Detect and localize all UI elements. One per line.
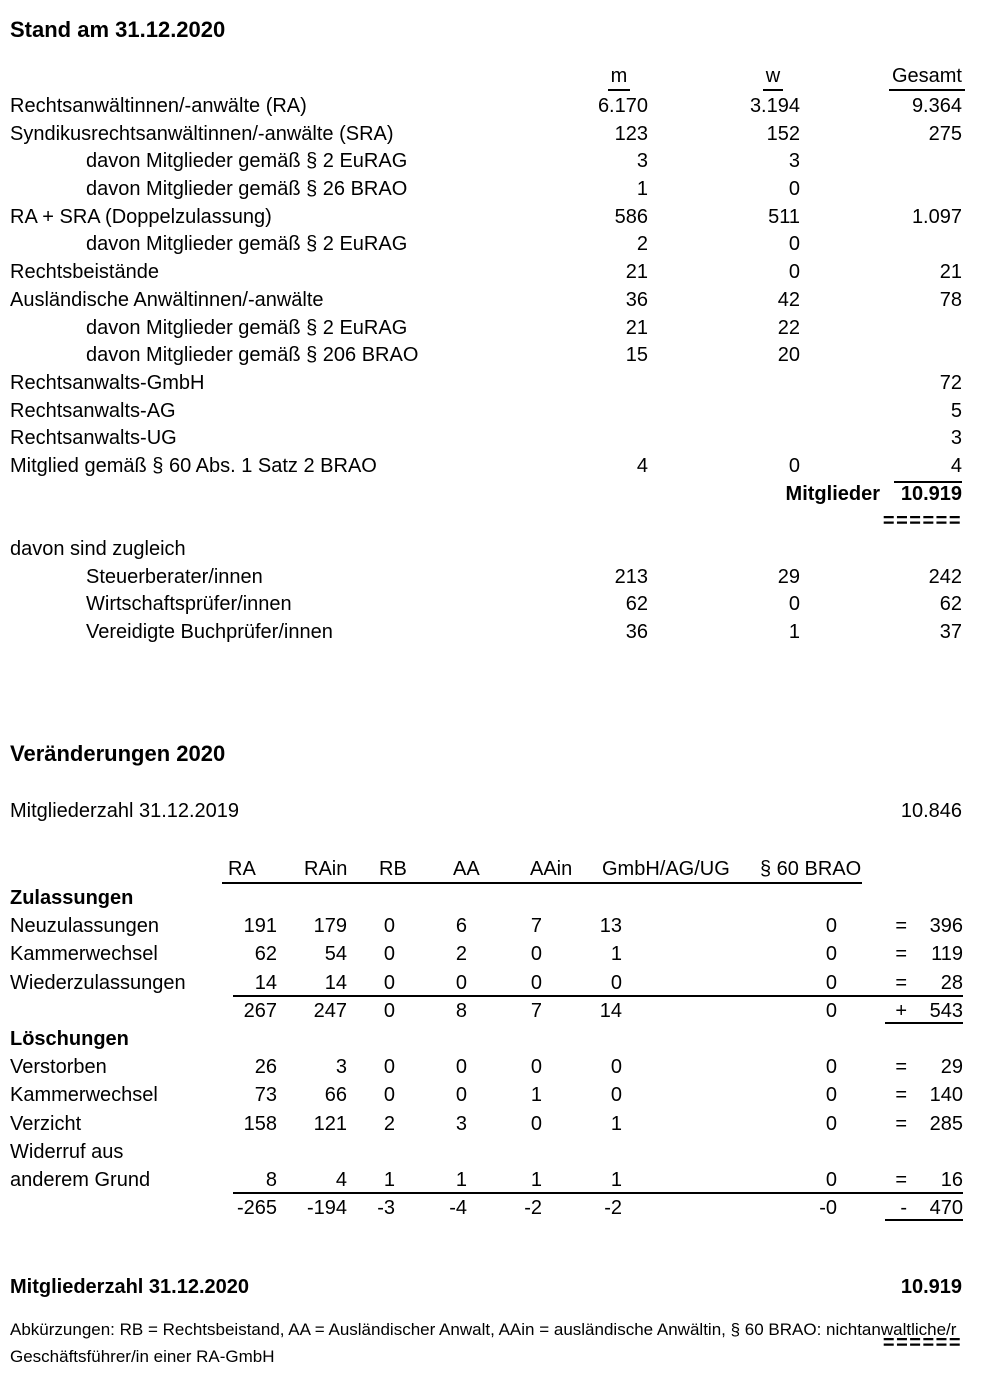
cell-w: 22	[777, 316, 800, 339]
table-row	[0, 287, 1003, 315]
table-row	[0, 204, 1003, 232]
cell-m: 2	[636, 233, 648, 256]
cell-value: 13	[599, 915, 622, 938]
cell-value: 158	[243, 1112, 277, 1135]
cell-m: 21	[625, 261, 648, 284]
table-row	[0, 121, 1003, 149]
table-row	[0, 1166, 1003, 1194]
cell-total: 470	[929, 1197, 963, 1220]
members-total-value: 10.919	[900, 482, 962, 505]
cell-value: 8	[455, 999, 467, 1022]
footnote-line-2: Geschäftsführer/in einer RA-GmbH	[10, 1347, 275, 1366]
members-end-value: 10.919	[900, 1276, 962, 1298]
cell-value: -2	[604, 1197, 622, 1220]
table-row	[0, 1138, 1003, 1166]
row-label: Wirtschaftsprüfer/innen	[86, 593, 292, 616]
cell-value: 0	[383, 1084, 395, 1107]
cell-value: -3	[377, 1197, 395, 1220]
cell-gesamt: 4	[894, 453, 962, 483]
group-label: Zulassungen	[10, 887, 134, 909]
cell-gesamt: 9.364	[911, 95, 962, 117]
table-row	[0, 370, 1003, 398]
cell-m: 15	[625, 344, 648, 367]
cell-gesamt: 5	[950, 399, 962, 422]
cell-total: 396	[929, 915, 963, 938]
table2-header-row	[0, 856, 1003, 884]
row-label: davon Mitglieder gemäß § 206 BRAO	[86, 344, 419, 367]
cell-gesamt: 1.097	[911, 205, 962, 228]
cell-value: 14	[254, 971, 277, 994]
table-row	[0, 1194, 1003, 1222]
column-header-w	[748, 63, 798, 91]
cell-value: -194	[306, 1197, 347, 1220]
cell-m: 1	[636, 178, 648, 201]
cell-value: 73	[254, 1084, 277, 1107]
table-row	[0, 1025, 1003, 1053]
cell-total: 140	[929, 1084, 963, 1107]
cell-value: 0	[825, 1084, 837, 1107]
cell-value: 0	[383, 1056, 395, 1079]
cell-operator: =	[895, 1056, 907, 1079]
members-end-label: Mitgliederzahl 31.12.2020	[10, 1276, 250, 1298]
cell-value: 0	[530, 971, 542, 994]
table-row	[0, 1053, 1003, 1081]
cell-value: 3	[455, 1112, 467, 1135]
row-label: Rechtsanwalts-AG	[10, 399, 176, 422]
cell-value: 8	[265, 1168, 277, 1191]
cell-value: 1	[610, 1112, 622, 1135]
cell-w: 20	[777, 344, 800, 367]
row-label: Wiederzulassungen	[10, 971, 186, 994]
members-total-label: Mitglieder	[785, 482, 880, 505]
cell-value: 0	[383, 999, 395, 1022]
row-label: Kammerwechsel	[10, 1084, 158, 1107]
table-row	[0, 453, 1003, 481]
cell-w: 0	[788, 178, 800, 201]
cell-value: 0	[610, 971, 622, 994]
cell-value: 4	[335, 1168, 347, 1191]
double-rule: ======	[882, 510, 962, 533]
footnote	[10, 1316, 956, 1370]
cell-value: 54	[324, 943, 347, 966]
cell-value: 66	[324, 1084, 347, 1107]
table-row	[0, 912, 1003, 940]
table-row	[0, 969, 1003, 997]
cell-value: -0	[819, 1197, 837, 1220]
table-row	[0, 884, 1003, 912]
table-row	[0, 508, 1003, 536]
cell-m: 3	[636, 150, 648, 173]
cell-value: 0	[530, 1056, 542, 1079]
section2-title: Veränderungen 2020	[10, 741, 226, 766]
cell-w: 0	[788, 593, 800, 616]
cell-m: 586	[614, 205, 648, 228]
cell-value: 1	[610, 943, 622, 966]
cell-value: 0	[530, 943, 542, 966]
cell-w: 1	[788, 621, 800, 644]
cell-m: 21	[625, 316, 648, 339]
row-label: Verzicht	[10, 1112, 82, 1135]
cell-w: 0	[788, 261, 800, 284]
cell-value: 0	[825, 943, 837, 966]
cell-value: 0	[825, 971, 837, 994]
cell-gesamt: 62	[939, 593, 962, 616]
cell-value: 0	[455, 971, 467, 994]
row-label: Syndikusrechtsanwältinnen/-anwälte (SRA)	[10, 122, 394, 145]
row-label: Mitglied gemäß § 60 Abs. 1 Satz 2 BRAO	[10, 454, 377, 477]
cell-value: 3	[335, 1056, 347, 1079]
row-label: Neuzulassungen	[10, 915, 159, 938]
row-label: davon Mitglieder gemäß § 2 EuRAG	[86, 150, 408, 173]
table-row	[0, 259, 1003, 287]
members-start-label: Mitgliederzahl 31.12.2019	[10, 800, 240, 822]
row-label: Ausländische Anwältinnen/-anwälte	[10, 288, 324, 311]
cell-value: 0	[825, 1168, 837, 1191]
cell-value: 7	[530, 999, 542, 1022]
table-row	[0, 315, 1003, 343]
cell-w: 511	[768, 205, 800, 228]
cell-value: 0	[455, 1056, 467, 1079]
table-row	[0, 997, 1003, 1025]
cell-operator: +	[895, 999, 907, 1022]
table-row	[0, 536, 1003, 564]
cell-m: 213	[614, 565, 648, 588]
table-row	[0, 1081, 1003, 1109]
table-row	[0, 398, 1003, 426]
cell-total: 29	[940, 1056, 963, 1079]
table-row	[0, 342, 1003, 370]
cell-value: 0	[383, 943, 395, 966]
zugleich-heading: davon sind zugleich	[10, 538, 186, 560]
cell-total: 119	[931, 943, 963, 966]
row-label: Rechtsanwalts-GmbH	[10, 371, 205, 394]
cell-value: 2	[455, 943, 467, 966]
cell-value: 191	[243, 915, 277, 938]
table-row	[0, 564, 1003, 592]
cell-value: 6	[455, 915, 467, 938]
cell-m: 36	[625, 621, 648, 644]
cell-operator: =	[895, 915, 907, 938]
cell-value: 0	[455, 1084, 467, 1107]
cell-m: 36	[625, 288, 648, 311]
cell-m: 123	[614, 122, 648, 145]
row-label: davon Mitglieder gemäß § 2 EuRAG	[86, 316, 408, 339]
column-header-w-label: w	[763, 63, 783, 91]
table2-body	[0, 884, 1003, 1222]
row-label: Widerruf aus	[10, 1140, 124, 1163]
cell-w: 0	[788, 233, 800, 256]
cell-total: 28	[940, 971, 963, 994]
column-header-rb: RB	[379, 858, 407, 880]
table-row	[0, 93, 1003, 121]
cell-value: 0	[825, 1056, 837, 1079]
cell-gesamt: 21	[939, 261, 962, 284]
cell-operator: =	[895, 1084, 907, 1107]
column-header-aa: AA	[453, 858, 480, 880]
cell-value: -2	[524, 1197, 542, 1220]
column-header-aain: AAin	[530, 858, 573, 880]
row-label: Rechtsanwalts-UG	[10, 427, 177, 450]
cell-value: 0	[610, 1084, 622, 1107]
cell-m: 4	[636, 454, 648, 477]
cell-total: 16	[940, 1168, 963, 1191]
cell-gesamt: 242	[928, 565, 962, 588]
cell-m: 6.170	[597, 95, 648, 117]
cell-w: 42	[777, 288, 800, 311]
cell-value: 0	[383, 915, 395, 938]
column-header-ra: RA	[228, 858, 256, 880]
row-label: RA + SRA (Doppelzulassung)	[10, 205, 272, 228]
cell-value: 26	[254, 1056, 277, 1079]
cell-operator: -	[900, 1197, 907, 1220]
cell-gesamt: 37	[939, 621, 962, 644]
cell-w: 3	[788, 150, 800, 173]
table-row	[0, 619, 1003, 647]
column-header-rain: RAin	[304, 858, 348, 880]
table-row	[0, 1110, 1003, 1138]
table1-header-row	[0, 63, 1003, 92]
cell-value: 0	[825, 915, 837, 938]
table-row	[0, 940, 1003, 968]
cell-value: 62	[254, 943, 277, 966]
cell-value: 14	[599, 999, 622, 1022]
cell-w: 0	[788, 454, 800, 477]
footnote-line-1: Abkürzungen: RB = Rechtsbeistand, AA = Ausländischer Anwalt, AAin = ausländische Anwältin, § 60 BRAO: nichtanwaltliche/r	[10, 1320, 957, 1339]
row-label: Vereidigte Buchprüfer/innen	[86, 621, 333, 644]
total-underline	[885, 1022, 963, 1024]
cell-gesamt: 275	[928, 122, 962, 145]
total-underline	[885, 1219, 963, 1221]
cell-total: 543	[929, 999, 963, 1022]
row-label: Rechtsbeistände	[10, 261, 159, 284]
row-label: Kammerwechsel	[10, 943, 158, 966]
group-label: Löschungen	[10, 1027, 129, 1050]
row-label: Rechtsanwältinnen/-anwälte (RA)	[10, 95, 307, 117]
cell-gesamt: 3	[950, 427, 962, 450]
cell-gesamt: 72	[939, 371, 962, 394]
cell-value: 1	[610, 1168, 622, 1191]
column-header-m-label: m	[608, 63, 631, 91]
table-row	[0, 591, 1003, 619]
cell-m: 62	[625, 593, 648, 616]
cell-value: 7	[530, 915, 542, 938]
cell-value: 1	[530, 1168, 542, 1191]
members-start-row	[0, 798, 1003, 826]
cell-value: 247	[313, 999, 347, 1022]
table-row	[0, 176, 1003, 204]
members-end-row	[0, 1274, 1003, 1302]
column-header-m	[594, 63, 644, 91]
row-label: davon Mitglieder gemäß § 2 EuRAG	[86, 233, 408, 256]
cell-value: 0	[610, 1056, 622, 1079]
cell-value: 14	[324, 971, 347, 994]
cell-operator: =	[895, 1112, 907, 1135]
cell-value: 0	[383, 971, 395, 994]
section1-title: Stand am 31.12.2020	[10, 17, 226, 42]
column-header-gesamt-label: Gesamt	[889, 63, 965, 91]
cell-value: 0	[530, 1112, 542, 1135]
table-row	[0, 425, 1003, 453]
row-label: davon Mitglieder gemäß § 26 BRAO	[86, 178, 408, 201]
cell-value: -265	[236, 1197, 277, 1220]
double-rule: ======	[882, 1332, 962, 1354]
cell-value: 179	[313, 915, 347, 938]
table-row	[0, 231, 1003, 259]
row-label: anderem Grund	[10, 1168, 151, 1191]
cell-w: 152	[766, 122, 800, 145]
cell-value: 1	[383, 1168, 395, 1191]
cell-value: 0	[825, 1112, 837, 1135]
cell-value: 267	[243, 999, 277, 1022]
cell-operator: =	[895, 1168, 907, 1191]
table-row	[0, 481, 1003, 509]
cell-operator: =	[895, 971, 907, 994]
column-header-p60-brao: § 60 BRAO	[760, 858, 862, 880]
cell-value: 0	[825, 999, 837, 1022]
cell-value: 1	[530, 1084, 542, 1107]
row-label: Steuerberater/innen	[86, 565, 263, 588]
cell-w: 29	[777, 565, 800, 588]
column-header-gesamt	[889, 63, 965, 91]
column-header-gmbh-ag-ug: GmbH/AG/UG	[602, 858, 730, 880]
cell-w: 3.194	[749, 95, 800, 117]
row-label: Verstorben	[10, 1056, 107, 1079]
cell-value: 1	[455, 1168, 467, 1191]
cell-total: 285	[929, 1112, 963, 1135]
table1-body	[0, 93, 1003, 647]
table-row	[0, 148, 1003, 176]
cell-value: -4	[449, 1197, 467, 1220]
cell-value: 2	[383, 1112, 395, 1135]
members-start-value: 10.846	[900, 800, 962, 822]
cell-value: 121	[313, 1112, 347, 1135]
cell-operator: =	[895, 943, 907, 966]
cell-gesamt: 78	[939, 288, 962, 311]
